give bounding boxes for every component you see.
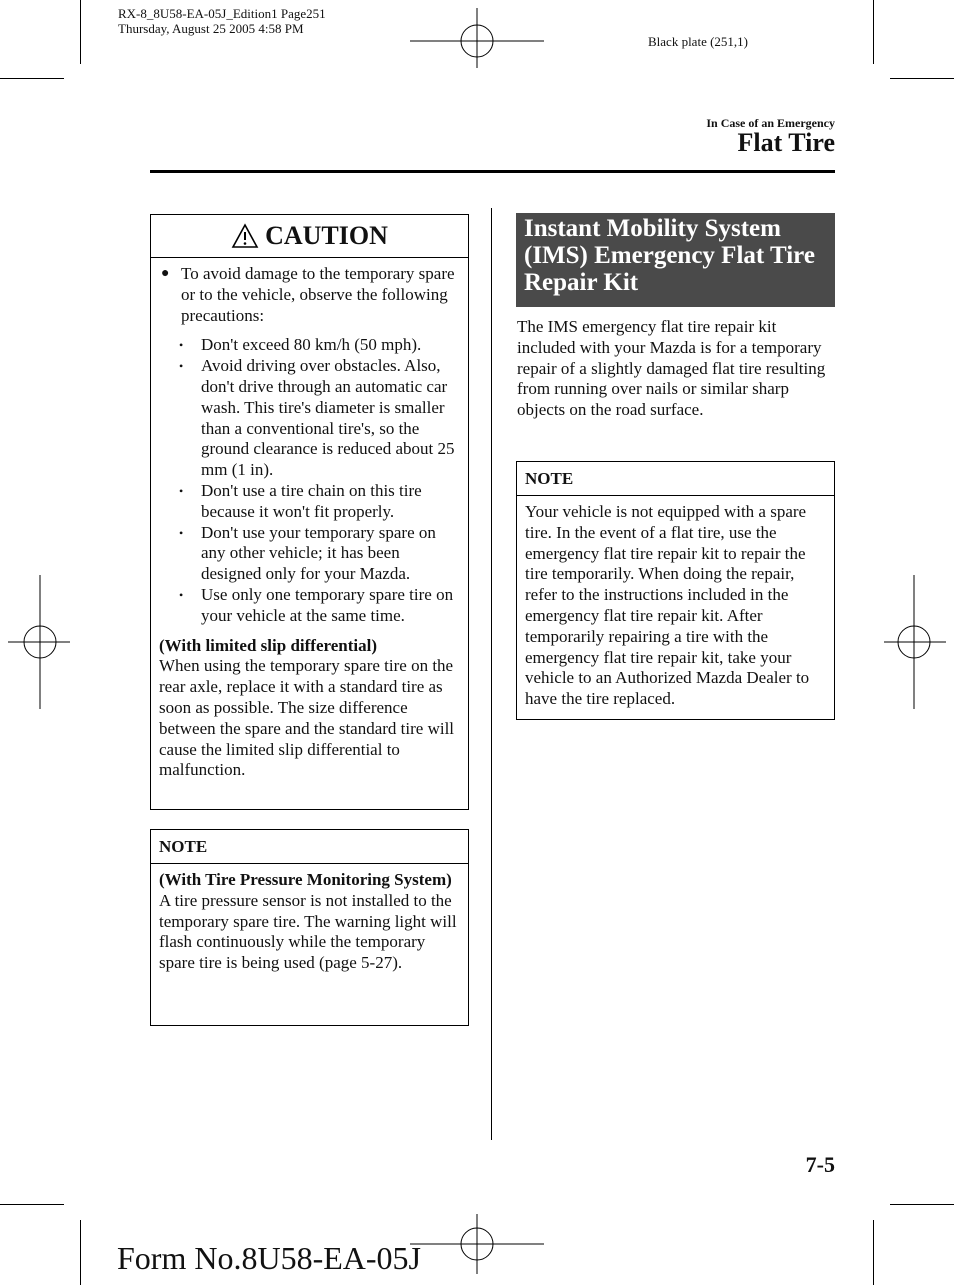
lsd-text: When using the temporary spare tire on the rear axle, replace it with a standard tire as soon as possible. The size difference between the spare and the standard tire will cause the limited slip differential to malfunction. — [159, 656, 455, 780]
note-subtitle: (With Tire Pressure Monitoring System) — [159, 870, 452, 889]
bullet-icon: • — [179, 338, 184, 353]
note-box-repair-kit — [516, 461, 835, 720]
list-item: • Don't use your temporary spare on any other vehicle; it has been designed only for your Mazda. — [179, 522, 436, 584]
registration-mark-right — [884, 575, 946, 709]
note-title: NOTE — [151, 830, 468, 864]
list-item: • Don't use a tire chain on this tire because it won't fit properly. — [179, 480, 422, 521]
page-number: 7-5 — [805, 1152, 835, 1177]
caution-box — [150, 214, 469, 810]
form-number: Form No.8U58-EA-05J — [117, 1240, 421, 1276]
note-title: NOTE — [517, 462, 834, 496]
page-title: Flat Tire — [737, 128, 835, 157]
registration-mark-top — [410, 8, 544, 68]
heading-rule — [150, 170, 835, 173]
caution-header — [151, 215, 468, 258]
bullet-icon: • — [179, 483, 184, 498]
registration-mark-bottom — [410, 1214, 544, 1274]
list-item: • Don't exceed 80 km/h (50 mph). — [179, 335, 422, 355]
black-plate-label: Black plate (251,1) — [648, 34, 748, 49]
bullet-icon: • — [179, 587, 184, 602]
note-box-tpms — [150, 829, 469, 1026]
note-text: A tire pressure sensor is not installed to the temporary spare tire. The warning light will flash continuously while the temporary spare tire is being used (page 5-27). — [159, 890, 457, 973]
print-meta-file: RX-8_8U58-EA-05J_Edition1 Page251 — [118, 6, 326, 21]
list-item: • Use only one temporary spare tire on your vehicle at the same time. — [179, 584, 454, 625]
note-text: Your vehicle is not equipped with a spare tire. In the event of a flat tire, use the emergency flat tire repair kit to repair the tire temporarily. When doing the repair, refer to the instructions included in the emergency flat tire repair kit. After temporarily repairing a tire with the emergency flat tire repair kit, take your vehicle to an Authorized Mazda Dealer to have the tire replaced. — [525, 502, 810, 709]
note-body — [151, 864, 468, 980]
section-label: In Case of an Emergency — [706, 116, 835, 130]
bullet-icon: ● — [161, 266, 170, 281]
caution-title: CAUTION — [265, 221, 388, 250]
print-meta-date: Thursday, August 25 2005 4:58 PM — [118, 21, 304, 36]
ims-section-heading: Instant Mobility System (IMS) Emergency Flat Tire Repair Kit — [516, 213, 835, 307]
bullet-icon: • — [179, 525, 184, 540]
bullet-icon: • — [179, 359, 184, 374]
caution-precautions-list — [179, 335, 460, 626]
list-item: • Avoid driving over obstacles. Also, don't drive through an automatic car wash. This tire's diameter is smaller than a conventional tire's, so the ground clearance is reduced about 25 mm (1 in). — [179, 356, 455, 480]
caution-body — [151, 258, 468, 781]
caution-intro: To avoid damage to the temporary spare or to the vehicle, observe the following precautions: — [181, 264, 455, 325]
ims-description: The IMS emergency flat tire repair kit included with your Mazda is for a temporary repair of a slightly damaged flat tire resulting from running over nails or similar sharp objects on the road surface. — [517, 317, 826, 420]
column-divider — [491, 208, 492, 1140]
lsd-subtitle: (With limited slip differential) — [159, 635, 378, 655]
registration-mark-left — [8, 575, 70, 709]
caution-intro-item — [161, 264, 460, 326]
print-meta — [118, 6, 326, 36]
warning-triangle-icon — [231, 223, 259, 249]
